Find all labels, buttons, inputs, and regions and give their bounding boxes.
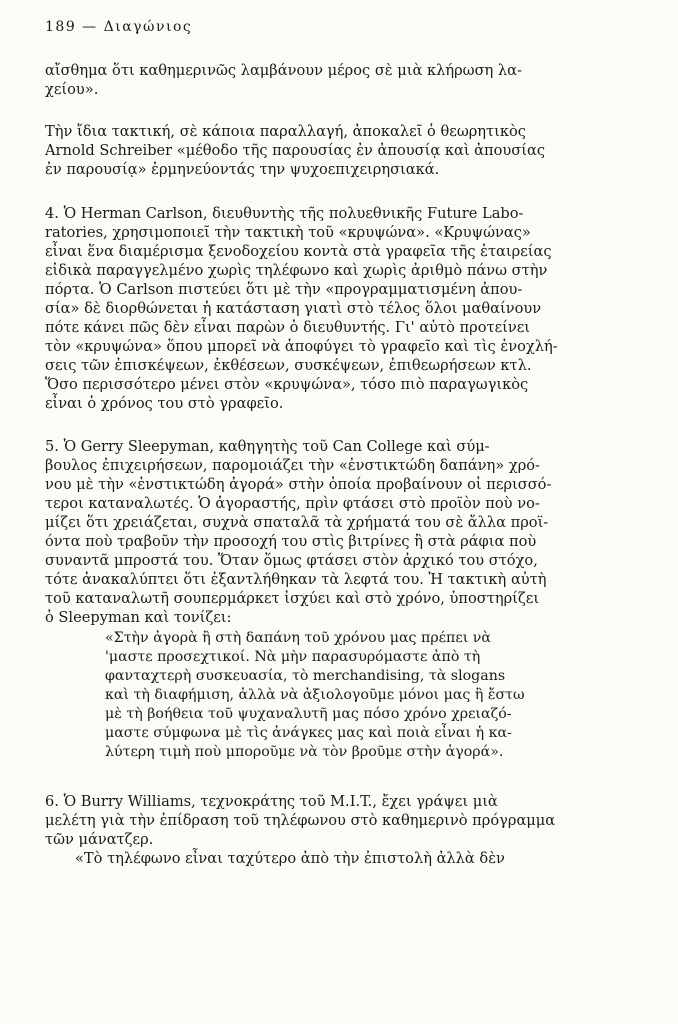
text-line: όντα ποὺ τραβοῦν τὴν προσοχή του στὶς βιτρίνες ἢ στὰ ράφια ποὺ (45, 533, 537, 550)
text-line: ἐν παρουσίᾳ» ἑρμηνεύοντάς την ψυχοεπιχειρησιακά. (45, 161, 440, 178)
quote-opening-line: «Τὸ τηλέφωνο εἶναι ταχύτερο ἀπὸ τὴν ἐπιστολὴ ἀλλὰ δὲν (75, 850, 505, 867)
text-line: Arnold Schreiber «μέθοδο τῆς παρουσίας ἐν ἀπουσίᾳ καὶ ἀπουσίας (45, 142, 545, 159)
text-line: ὁ Sleepyman καὶ τονίζει: (45, 609, 232, 626)
text-line: μίζει ὅτι χρειάζεται, συχνὰ σπαταλᾶ τὰ χρήματά του σὲ ἄλλα προϊ- (45, 514, 549, 531)
text-line: τὸν «κρυψώνα» ὅπου μπορεῖ νὰ ἀποφύγει τὸ γραφεῖο καὶ τὶς ἐνοχλή- (45, 338, 558, 355)
text-line: βουλος ἐπιχειρήσεων, παρομοιάζει τὴν «ἐνστικτώδη δαπάνη» χρό- (45, 457, 540, 474)
quote-line: «Στὴν ἀγορὰ ἢ στὴ δαπάνη τοῦ χρόνου μας πρέπει νὰ (105, 630, 491, 646)
text-line: πότε κάνει πῶς δὲν εἶναι παρὼν ὁ διευθυντής. Γι' αὐτὸ προτείνει (45, 319, 531, 336)
text-line: σία» δὲ διορθώνεται ἡ κατάσταση γιατὶ στὸ τέλος ὅλοι μαθαίνουν (45, 300, 542, 317)
text-line: 5. Ὁ Gerry Sleepyman, καθηγητὴς τοῦ Can College καὶ σύμ- (45, 438, 490, 455)
text-line: νου μὲ τὴν «ἐνστικτώδη ἀγορά» στὴν ὁποία προβαίνουν οἱ περισσό- (45, 476, 552, 493)
quote-line: καὶ τὴ διαφήμιση, ἀλλὰ νὰ ἀξιολογοῦμε μόνοι μας ἢ ἔστω (105, 687, 525, 703)
text-line: πόρτα. Ὁ Carlson πιστεύει ὅτι μὲ τὴν «προγραμματισμένη ἀπου- (45, 281, 523, 298)
text-line: μελέτη γιὰ τὴν ἐπίδραση τοῦ τηλέφωνου στὸ καθημερινὸ πρόγραμμα (45, 812, 556, 829)
text-line: χείου». (45, 81, 99, 98)
quote-line: μὲ τὴ βοήθεια τοῦ ψυχαναλυτῆ μας πόσο χρόνο χρειαζό- (105, 706, 512, 722)
text-line: εἶναι ἕνα διαμέρισμα ξενοδοχείου κοντὰ στὰ γραφεῖα τῆς ἑταιρείας (45, 243, 552, 260)
text-line: 6. Ὁ Burry Williams, τεχνοκράτης τοῦ M.I.T., ἔχει γράψει μιὰ (45, 793, 498, 810)
running-header: 189 — Διαγώνιος (45, 19, 193, 35)
text-line: σεις τῶν ἐπισκέψεων, ἐκθέσεων, συσκέψεων, ἐπιθεωρήσεων κτλ. (45, 357, 532, 374)
text-line: εἶναι ὁ χρόνος του στὸ γραφεῖο. (45, 395, 284, 412)
text-line: Ὅσο περισσότερο μένει στὸν «κρυψώνα», τόσο πιὸ παραγωγικὸς (45, 376, 529, 393)
text-line: ratories, χρησιμοποιεῖ τὴν τακτικὴ τοῦ «κρυψώνα». «Κρυψώνας» (45, 224, 531, 241)
quote-line: φανταχτερὴ συσκευασία, τὸ merchandising, τὰ slogans (105, 668, 506, 684)
text-line: 4. Ὁ Herman Carlson, διευθυντὴς τῆς πολυεθνικῆς Future Labo- (45, 205, 524, 222)
quote-line: λύτερη τιμὴ ποὺ μποροῦμε νὰ τὸν βροῦμε στὴν ἀγορά». (105, 744, 504, 760)
text-line: τῶν μάνατζερ. (45, 831, 154, 848)
text-line: τότε ἀνακαλύπτει ὅτι ἐξαντλήθηκαν τὰ λεφτά του. Ἡ τακτικὴ αὐτὴ (45, 571, 547, 588)
text-line: τοῦ καταναλωτῆ σουπερμάρκετ ἰσχύει καὶ στὸ χρόνο, ὑποστηρίζει (45, 590, 540, 607)
text-line: αἴσθημα ὅτι καθημερινῶς λαμβάνουν μέρος σὲ μιὰ κλήρωση λα- (45, 62, 522, 79)
text-line: συναντᾶ μπροστά του. Ὅταν ὅμως φτάσει στὸν ἀρχικό του στόχο, (45, 552, 538, 569)
text-line: Τὴν ἴδια τακτική, σὲ κάποια παραλλαγή, ἀποκαλεῖ ὁ θεωρητικὸς (45, 123, 526, 140)
text-line: τεροι καταναλωτές. Ὁ ἀγοραστής, πρὶν φτάσει στὸ προϊὸν ποὺ νο- (45, 495, 540, 512)
quote-line: μαστε σύμφωνα μὲ τὶς ἀνάγκες μας καὶ ποιὰ εἶναι ἡ κα- (105, 725, 512, 741)
text-line: εἰδικὰ παραγγελμένο χωρὶς τηλέφωνο καὶ χωρὶς ἀριθμὸ πάνω στὴν (45, 262, 548, 279)
quote-line: 'μαστε προσεχτικοί. Νὰ μὴν παρασυρόμαστε ἀπὸ τὴ (105, 649, 481, 665)
